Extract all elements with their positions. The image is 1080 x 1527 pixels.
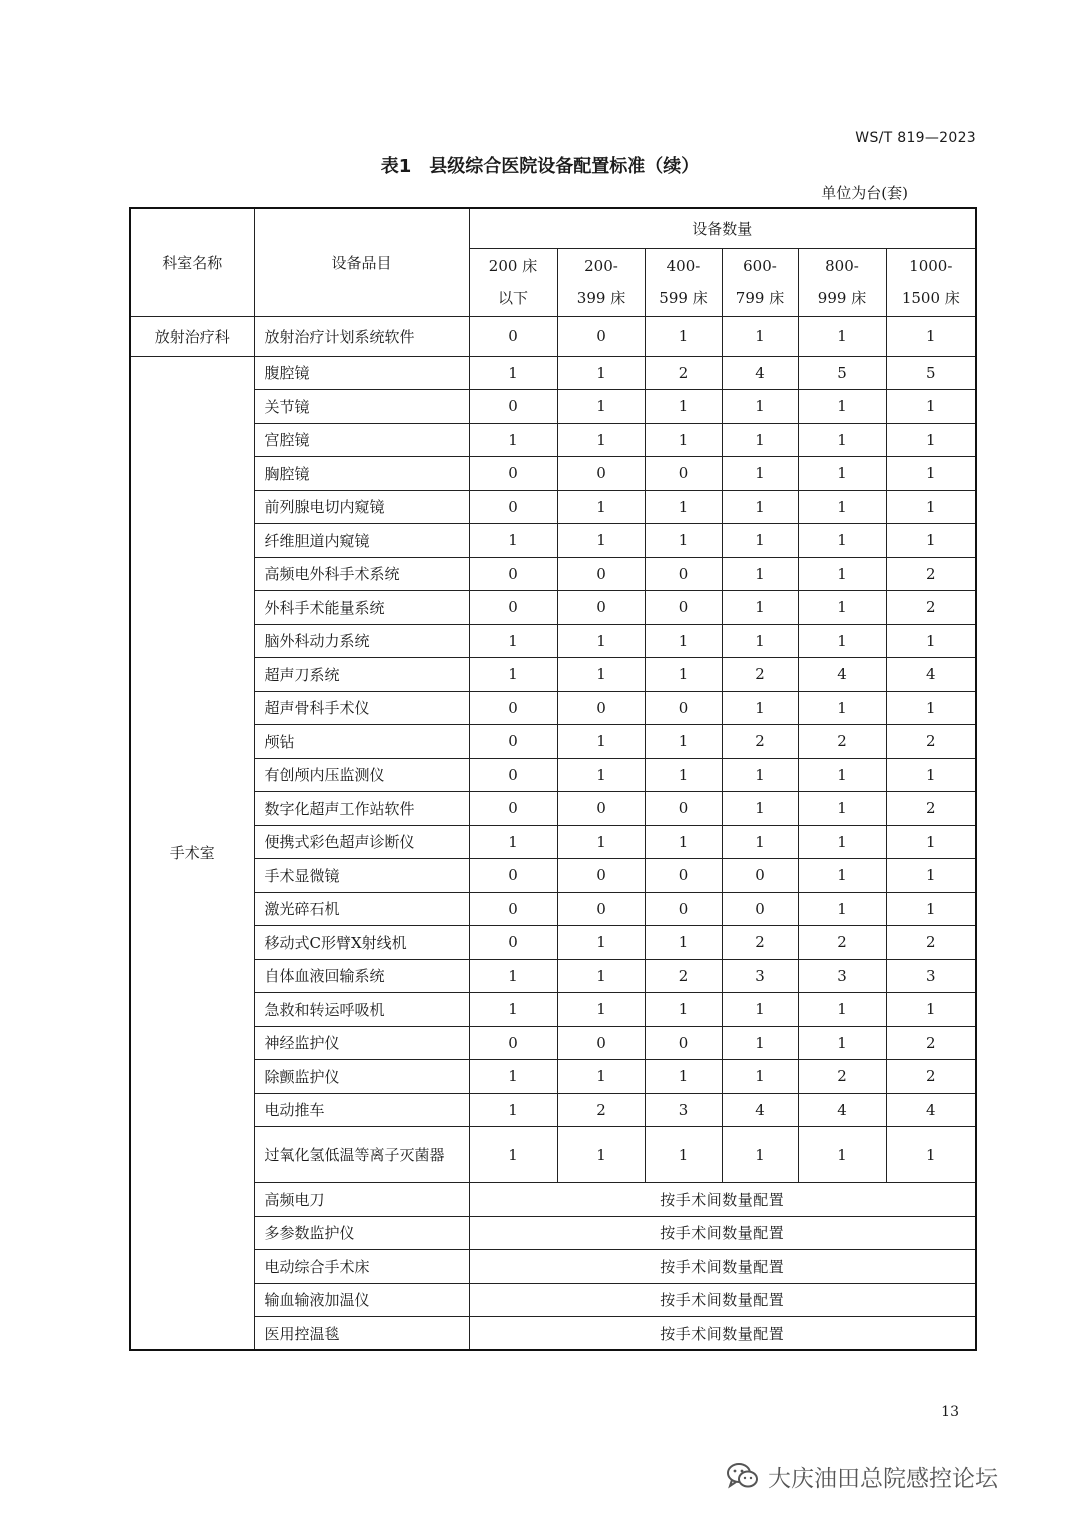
quantity-cell: 1 [469,423,557,457]
quantity-cell: 1 [886,524,976,558]
quantity-cell: 1 [469,658,557,692]
quantity-cell: 1 [798,557,886,591]
quantity-cell: 0 [469,792,557,826]
equipment-name: 超声刀系统 [254,658,469,692]
quantity-cell: 3 [722,959,798,993]
quantity-cell: 1 [886,892,976,926]
quantity-cell: 1 [645,725,722,759]
equipment-name: 腹腔镜 [254,356,469,390]
quantity-cell: 1 [469,993,557,1027]
quantity-cell: 1 [557,524,645,558]
equipment-name: 脑外科动力系统 [254,624,469,658]
quantity-cell: 2 [886,725,976,759]
quantity-cell: 1 [798,792,886,826]
department-cell: 放射治疗科 [130,316,254,356]
quantity-cell: 1 [886,758,976,792]
quantity-cell: 1 [722,758,798,792]
quantity-cell: 1 [645,1060,722,1094]
bed-range-header: 600- 799 床 [722,248,798,316]
table-row [130,423,976,457]
bed-range-header: 200- 399 床 [557,248,645,316]
table-label: 表1 [380,156,412,177]
equipment-name: 胸腔镜 [254,457,469,491]
quantity-cell: 1 [557,993,645,1027]
quantity-cell: 1 [722,792,798,826]
quantity-cell: 1 [469,1093,557,1127]
quantity-cell: 2 [886,557,976,591]
quantity-cell: 4 [886,1093,976,1127]
quantity-cell: 1 [645,658,722,692]
equipment-name: 输血输液加温仪 [254,1283,469,1317]
quantity-cell: 0 [469,758,557,792]
quantity-cell: 1 [798,691,886,725]
quantity-cell: 4 [798,658,886,692]
quantity-cell: 2 [557,1093,645,1127]
quantity-cell: 1 [557,658,645,692]
equipment-name: 宫腔镜 [254,423,469,457]
quantity-cell: 1 [645,423,722,457]
quantity-cell: 4 [722,1093,798,1127]
quantity-cell: 2 [798,1060,886,1094]
quantity-cell: 0 [469,490,557,524]
table-row [130,658,976,692]
bed-range-header: 400- 599 床 [645,248,722,316]
quantity-cell: 0 [469,591,557,625]
quantity-cell: 1 [645,316,722,356]
equipment-name: 多参数监护仪 [254,1216,469,1250]
quantity-cell: 0 [469,390,557,424]
quantity-cell: 0 [557,457,645,491]
bed-range-header: 200 床 以下 [469,248,557,316]
equipment-name: 纤维胆道内窥镜 [254,524,469,558]
quantity-cell: 0 [722,892,798,926]
equipment-name: 放射治疗计划系统软件 [254,316,469,356]
quantity-cell: 0 [469,725,557,759]
quantity-cell: 2 [798,725,886,759]
department-cell: 手术室 [130,356,254,1350]
quantity-cell: 1 [469,1127,557,1183]
quantity-cell: 1 [886,691,976,725]
table-row [130,1127,976,1183]
unit-note: 单位为台(套) [821,184,908,202]
quantity-cell: 1 [722,1026,798,1060]
quantity-cell: 0 [557,316,645,356]
quantity-cell: 1 [798,993,886,1027]
quantity-cell: 1 [469,524,557,558]
table-row [130,892,976,926]
quantity-cell: 1 [645,490,722,524]
quantity-cell: 1 [722,490,798,524]
quantity-cell: 2 [798,926,886,960]
quantity-cell: 1 [798,825,886,859]
quantity-cell: 1 [645,758,722,792]
table-row [130,1317,976,1351]
equipment-name: 神经监护仪 [254,1026,469,1060]
table-row [130,1060,976,1094]
page-number: 13 [941,1404,959,1420]
quantity-cell: 1 [645,624,722,658]
quantity-cell: 1 [722,624,798,658]
equipment-table [129,207,977,1351]
quantity-cell: 4 [722,356,798,390]
quantity-cell: 1 [722,1060,798,1094]
table-row [130,926,976,960]
quantity-cell: 1 [557,423,645,457]
equipment-name: 关节镜 [254,390,469,424]
quantity-cell: 0 [557,792,645,826]
table-row [130,1026,976,1060]
quantity-cell: 1 [798,892,886,926]
equipment-name: 高频电外科手术系统 [254,557,469,591]
bed-range-header: 800- 999 床 [798,248,886,316]
table-title-text: 县级综合医院设备配置标准（续） [429,156,700,177]
quantity-cell: 0 [557,892,645,926]
table-row [130,792,976,826]
equipment-name: 自体血液回输系统 [254,959,469,993]
table-row [130,390,976,424]
table-row [130,725,976,759]
quantity-cell: 5 [798,356,886,390]
table-row [130,356,976,390]
quantity-cell: 1 [886,390,976,424]
equipment-name: 有创颅内压监测仪 [254,758,469,792]
quantity-cell: 2 [886,1060,976,1094]
header-equipment: 设备品目 [254,208,469,316]
equipment-name: 数字化超声工作站软件 [254,792,469,826]
watermark-text: 大庆油田总院感控论坛 [768,1465,998,1492]
quantity-cell: 3 [645,1093,722,1127]
table-row [130,591,976,625]
quantity-cell: 1 [886,993,976,1027]
quantity-cell: 2 [886,792,976,826]
quantity-cell: 1 [557,825,645,859]
quantity-cell: 3 [798,959,886,993]
table-row [130,557,976,591]
quantity-cell: 1 [645,926,722,960]
watermark [726,1456,998,1496]
quantity-cell: 1 [469,1060,557,1094]
quantity-cell: 1 [798,457,886,491]
equipment-name: 除颤监护仪 [254,1060,469,1094]
equipment-name: 急救和转运呼吸机 [254,993,469,1027]
quantity-cell: 1 [798,859,886,893]
quantity-cell: 0 [469,557,557,591]
quantity-cell: 1 [722,557,798,591]
quantity-cell: 0 [469,457,557,491]
quantity-cell: 1 [557,758,645,792]
quantity-cell: 1 [886,423,976,457]
quantity-cell: 0 [557,1026,645,1060]
quantity-cell: 0 [645,892,722,926]
quantity-cell: 1 [722,524,798,558]
table-row [130,1093,976,1127]
quantity-cell: 1 [798,624,886,658]
quantity-cell: 1 [886,825,976,859]
quantity-cell: 0 [469,892,557,926]
quantity-cell: 0 [645,457,722,491]
table-title [0,152,1080,178]
quantity-cell: 1 [722,825,798,859]
quantity-cell: 0 [645,1026,722,1060]
quantity-cell: 1 [645,1127,722,1183]
quantity-cell: 2 [645,356,722,390]
quantity-cell: 1 [798,524,886,558]
table-row [130,1183,976,1217]
equipment-name: 便携式彩色超声诊断仪 [254,825,469,859]
table-row [130,624,976,658]
quantity-cell: 1 [645,390,722,424]
quantity-cell: 1 [798,390,886,424]
quantity-cell: 2 [886,591,976,625]
header-department: 科室名称 [130,208,254,316]
config-note-cell: 按手术间数量配置 [469,1283,976,1317]
quantity-cell: 1 [722,316,798,356]
quantity-cell: 0 [469,859,557,893]
quantity-cell: 4 [798,1093,886,1127]
equipment-name: 电动推车 [254,1093,469,1127]
quantity-cell: 2 [645,959,722,993]
quantity-cell: 0 [469,1026,557,1060]
table-row [130,825,976,859]
quantity-cell: 2 [722,725,798,759]
header-quantity-group: 设备数量 [469,208,976,248]
quantity-cell: 1 [557,926,645,960]
quantity-cell: 1 [722,423,798,457]
quantity-cell: 0 [469,926,557,960]
table-row [130,316,976,356]
quantity-cell: 1 [645,825,722,859]
equipment-name: 前列腺电切内窥镜 [254,490,469,524]
quantity-cell: 2 [886,926,976,960]
quantity-cell: 1 [557,356,645,390]
quantity-cell: 1 [557,624,645,658]
equipment-name: 高频电刀 [254,1183,469,1217]
quantity-cell: 1 [798,1026,886,1060]
quantity-cell: 1 [722,1127,798,1183]
quantity-cell: 0 [645,691,722,725]
equipment-name: 超声骨科手术仪 [254,691,469,725]
quantity-cell: 0 [557,859,645,893]
quantity-cell: 1 [469,825,557,859]
table-row [130,490,976,524]
config-note-cell: 按手术间数量配置 [469,1250,976,1284]
quantity-cell: 1 [557,390,645,424]
quantity-cell: 2 [722,658,798,692]
quantity-cell: 5 [886,356,976,390]
quantity-cell: 0 [645,591,722,625]
config-note-cell: 按手术间数量配置 [469,1216,976,1250]
quantity-cell: 1 [886,859,976,893]
quantity-cell: 3 [886,959,976,993]
wechat-icon [726,1461,760,1491]
quantity-cell: 1 [469,959,557,993]
quantity-cell: 0 [469,316,557,356]
quantity-cell: 1 [886,624,976,658]
quantity-cell: 1 [469,356,557,390]
quantity-cell: 0 [645,557,722,591]
quantity-cell: 1 [798,490,886,524]
quantity-cell: 1 [886,316,976,356]
quantity-cell: 1 [798,591,886,625]
table-row [130,993,976,1027]
table-row [130,691,976,725]
quantity-cell: 1 [557,1127,645,1183]
quantity-cell: 1 [722,390,798,424]
quantity-cell: 2 [722,926,798,960]
quantity-cell: 1 [557,725,645,759]
table-row [130,524,976,558]
standard-code: WS/T 819—2023 [855,130,976,146]
quantity-cell: 1 [798,316,886,356]
quantity-cell: 0 [557,691,645,725]
table-row [130,1216,976,1250]
quantity-cell: 1 [886,1127,976,1183]
equipment-name: 过氧化氢低温等离子灭菌器 [254,1127,469,1183]
quantity-cell: 1 [557,490,645,524]
quantity-cell: 1 [722,691,798,725]
quantity-cell: 1 [557,959,645,993]
quantity-cell: 1 [557,1060,645,1094]
quantity-cell: 1 [886,490,976,524]
equipment-name: 电动综合手术床 [254,1250,469,1284]
equipment-name: 移动式C形臂X射线机 [254,926,469,960]
bed-range-header: 1000- 1500 床 [886,248,976,316]
equipment-name: 颅钻 [254,725,469,759]
quantity-cell: 1 [722,457,798,491]
quantity-cell: 0 [469,691,557,725]
table-row [130,859,976,893]
equipment-name: 医用控温毯 [254,1317,469,1351]
quantity-cell: 1 [798,1127,886,1183]
table-row [130,1250,976,1284]
quantity-cell: 1 [886,457,976,491]
quantity-cell: 0 [645,792,722,826]
quantity-cell: 0 [557,557,645,591]
quantity-cell: 1 [645,993,722,1027]
table-row [130,758,976,792]
table-row [130,457,976,491]
quantity-cell: 0 [557,591,645,625]
quantity-cell: 4 [886,658,976,692]
config-note-cell: 按手术间数量配置 [469,1183,976,1217]
quantity-cell: 1 [645,524,722,558]
equipment-name: 外科手术能量系统 [254,591,469,625]
quantity-cell: 2 [886,1026,976,1060]
equipment-name: 手术显微镜 [254,859,469,893]
table-row [130,1283,976,1317]
quantity-cell: 1 [722,993,798,1027]
table-row [130,959,976,993]
quantity-cell: 0 [645,859,722,893]
equipment-name: 激光碎石机 [254,892,469,926]
quantity-cell: 1 [469,624,557,658]
config-note-cell: 按手术间数量配置 [469,1317,976,1351]
quantity-cell: 0 [722,859,798,893]
quantity-cell: 1 [798,423,886,457]
quantity-cell: 1 [722,591,798,625]
quantity-cell: 1 [798,758,886,792]
